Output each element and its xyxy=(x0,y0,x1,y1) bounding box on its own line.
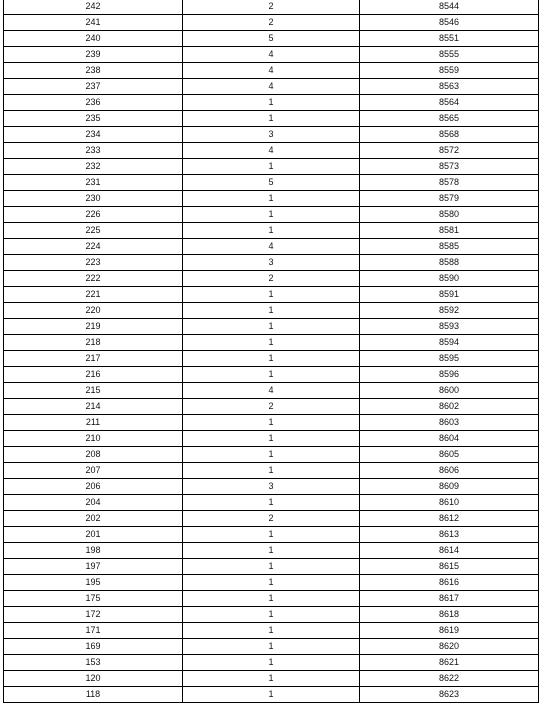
score-cell: 175 xyxy=(4,591,183,607)
table-row xyxy=(4,591,539,607)
cumulative-cell: 8602 xyxy=(360,399,539,415)
count-cell: 1 xyxy=(183,335,360,351)
table-row xyxy=(4,639,539,655)
table-row xyxy=(4,687,539,703)
table-row xyxy=(4,47,539,63)
count-cell: 1 xyxy=(183,495,360,511)
score-cell: 214 xyxy=(4,399,183,415)
count-cell: 1 xyxy=(183,607,360,623)
score-cell: 226 xyxy=(4,207,183,223)
score-cell: 224 xyxy=(4,239,183,255)
table-row xyxy=(4,31,539,47)
score-cell: 153 xyxy=(4,655,183,671)
cumulative-cell: 8585 xyxy=(360,239,539,255)
cumulative-cell: 8596 xyxy=(360,367,539,383)
score-cell: 238 xyxy=(4,63,183,79)
count-cell: 1 xyxy=(183,543,360,559)
table-row xyxy=(4,447,539,463)
cumulative-cell: 8605 xyxy=(360,447,539,463)
count-cell: 2 xyxy=(183,271,360,287)
score-cell: 233 xyxy=(4,143,183,159)
score-cell: 169 xyxy=(4,639,183,655)
cumulative-cell: 8580 xyxy=(360,207,539,223)
count-cell: 1 xyxy=(183,111,360,127)
count-cell: 1 xyxy=(183,191,360,207)
table-row xyxy=(4,287,539,303)
score-cell: 118 xyxy=(4,687,183,703)
table-row xyxy=(4,511,539,527)
cumulative-cell: 8564 xyxy=(360,95,539,111)
score-cell: 218 xyxy=(4,335,183,351)
count-cell: 1 xyxy=(183,527,360,543)
score-cell: 240 xyxy=(4,31,183,47)
table-row xyxy=(4,559,539,575)
table-row xyxy=(4,383,539,399)
cumulative-cell: 8546 xyxy=(360,15,539,31)
count-cell: 1 xyxy=(183,559,360,575)
cumulative-cell: 8559 xyxy=(360,63,539,79)
cumulative-cell: 8603 xyxy=(360,415,539,431)
score-cell: 222 xyxy=(4,271,183,287)
table-row xyxy=(4,111,539,127)
count-cell: 3 xyxy=(183,479,360,495)
table-row xyxy=(4,271,539,287)
cumulative-cell: 8614 xyxy=(360,543,539,559)
count-cell: 2 xyxy=(183,0,360,15)
count-cell: 4 xyxy=(183,63,360,79)
cumulative-cell: 8581 xyxy=(360,223,539,239)
count-cell: 1 xyxy=(183,671,360,687)
table-row xyxy=(4,15,539,31)
score-cell: 234 xyxy=(4,127,183,143)
count-cell: 1 xyxy=(183,287,360,303)
cumulative-cell: 8604 xyxy=(360,431,539,447)
cumulative-cell: 8565 xyxy=(360,111,539,127)
table-row xyxy=(4,95,539,111)
score-cell: 195 xyxy=(4,575,183,591)
table-row xyxy=(4,255,539,271)
table-row xyxy=(4,431,539,447)
cumulative-cell: 8606 xyxy=(360,463,539,479)
count-cell: 1 xyxy=(183,575,360,591)
table-row xyxy=(4,0,539,15)
count-cell: 1 xyxy=(183,591,360,607)
score-cell: 197 xyxy=(4,559,183,575)
count-cell: 1 xyxy=(183,303,360,319)
count-cell: 1 xyxy=(183,223,360,239)
cumulative-cell: 8591 xyxy=(360,287,539,303)
score-cell: 217 xyxy=(4,351,183,367)
score-cell: 220 xyxy=(4,303,183,319)
table-row xyxy=(4,607,539,623)
score-cell: 225 xyxy=(4,223,183,239)
count-cell: 1 xyxy=(183,319,360,335)
table-row xyxy=(4,495,539,511)
score-cell: 242 xyxy=(4,0,183,15)
score-cell: 215 xyxy=(4,383,183,399)
table-row xyxy=(4,623,539,639)
cumulative-cell: 8610 xyxy=(360,495,539,511)
count-cell: 1 xyxy=(183,447,360,463)
table-row xyxy=(4,79,539,95)
cumulative-cell: 8544 xyxy=(360,0,539,15)
score-cell: 208 xyxy=(4,447,183,463)
count-cell: 4 xyxy=(183,239,360,255)
table-row xyxy=(4,479,539,495)
table-row xyxy=(4,175,539,191)
count-cell: 5 xyxy=(183,175,360,191)
score-cell: 211 xyxy=(4,415,183,431)
count-cell: 1 xyxy=(183,351,360,367)
score-table xyxy=(3,0,539,703)
table-row xyxy=(4,303,539,319)
count-cell: 1 xyxy=(183,431,360,447)
score-cell: 236 xyxy=(4,95,183,111)
score-cell: 232 xyxy=(4,159,183,175)
cumulative-cell: 8618 xyxy=(360,607,539,623)
table-row xyxy=(4,239,539,255)
count-cell: 1 xyxy=(183,415,360,431)
count-cell: 1 xyxy=(183,639,360,655)
table-row xyxy=(4,159,539,175)
table-row xyxy=(4,655,539,671)
table-row xyxy=(4,575,539,591)
table-row xyxy=(4,527,539,543)
score-cell: 201 xyxy=(4,527,183,543)
count-cell: 2 xyxy=(183,399,360,415)
table-row xyxy=(4,191,539,207)
cumulative-cell: 8568 xyxy=(360,127,539,143)
table-row xyxy=(4,399,539,415)
score-cell: 198 xyxy=(4,543,183,559)
score-cell: 120 xyxy=(4,671,183,687)
score-cell: 235 xyxy=(4,111,183,127)
cumulative-cell: 8573 xyxy=(360,159,539,175)
count-cell: 4 xyxy=(183,143,360,159)
table-row xyxy=(4,207,539,223)
table-row xyxy=(4,127,539,143)
cumulative-cell: 8551 xyxy=(360,31,539,47)
score-cell: 207 xyxy=(4,463,183,479)
count-cell: 1 xyxy=(183,687,360,703)
score-cell: 206 xyxy=(4,479,183,495)
score-cell: 171 xyxy=(4,623,183,639)
count-cell: 3 xyxy=(183,127,360,143)
table-row xyxy=(4,463,539,479)
cumulative-cell: 8612 xyxy=(360,511,539,527)
score-cell: 172 xyxy=(4,607,183,623)
count-cell: 4 xyxy=(183,383,360,399)
cumulative-cell: 8609 xyxy=(360,479,539,495)
count-cell: 1 xyxy=(183,95,360,111)
cumulative-cell: 8621 xyxy=(360,655,539,671)
cumulative-cell: 8623 xyxy=(360,687,539,703)
score-cell: 221 xyxy=(4,287,183,303)
cumulative-cell: 8578 xyxy=(360,175,539,191)
cumulative-cell: 8593 xyxy=(360,319,539,335)
score-cell: 204 xyxy=(4,495,183,511)
cumulative-cell: 8595 xyxy=(360,351,539,367)
table-row xyxy=(4,671,539,687)
score-cell: 241 xyxy=(4,15,183,31)
cumulative-cell: 8620 xyxy=(360,639,539,655)
table-row xyxy=(4,335,539,351)
cumulative-cell: 8617 xyxy=(360,591,539,607)
score-cell: 223 xyxy=(4,255,183,271)
cumulative-cell: 8615 xyxy=(360,559,539,575)
score-cell: 239 xyxy=(4,47,183,63)
table-body xyxy=(4,0,539,703)
table-row xyxy=(4,143,539,159)
cumulative-cell: 8594 xyxy=(360,335,539,351)
score-cell: 202 xyxy=(4,511,183,527)
count-cell: 1 xyxy=(183,463,360,479)
cumulative-cell: 8616 xyxy=(360,575,539,591)
score-cell: 230 xyxy=(4,191,183,207)
count-cell: 1 xyxy=(183,367,360,383)
cumulative-cell: 8579 xyxy=(360,191,539,207)
score-cell: 231 xyxy=(4,175,183,191)
count-cell: 4 xyxy=(183,47,360,63)
cumulative-cell: 8590 xyxy=(360,271,539,287)
cumulative-cell: 8588 xyxy=(360,255,539,271)
score-cell: 237 xyxy=(4,79,183,95)
count-cell: 1 xyxy=(183,623,360,639)
cumulative-cell: 8613 xyxy=(360,527,539,543)
score-cell: 210 xyxy=(4,431,183,447)
count-cell: 2 xyxy=(183,15,360,31)
cumulative-cell: 8622 xyxy=(360,671,539,687)
table-row xyxy=(4,543,539,559)
count-cell: 1 xyxy=(183,207,360,223)
cumulative-cell: 8563 xyxy=(360,79,539,95)
table-row xyxy=(4,63,539,79)
score-cell: 219 xyxy=(4,319,183,335)
cumulative-cell: 8555 xyxy=(360,47,539,63)
count-cell: 1 xyxy=(183,655,360,671)
count-cell: 5 xyxy=(183,31,360,47)
count-cell: 2 xyxy=(183,511,360,527)
count-cell: 3 xyxy=(183,255,360,271)
table-row xyxy=(4,223,539,239)
cumulative-cell: 8572 xyxy=(360,143,539,159)
count-cell: 4 xyxy=(183,79,360,95)
cumulative-cell: 8600 xyxy=(360,383,539,399)
cumulative-cell: 8592 xyxy=(360,303,539,319)
table-row xyxy=(4,415,539,431)
cumulative-cell: 8619 xyxy=(360,623,539,639)
table-row xyxy=(4,351,539,367)
table-row xyxy=(4,319,539,335)
count-cell: 1 xyxy=(183,159,360,175)
score-cell: 216 xyxy=(4,367,183,383)
table-row xyxy=(4,367,539,383)
